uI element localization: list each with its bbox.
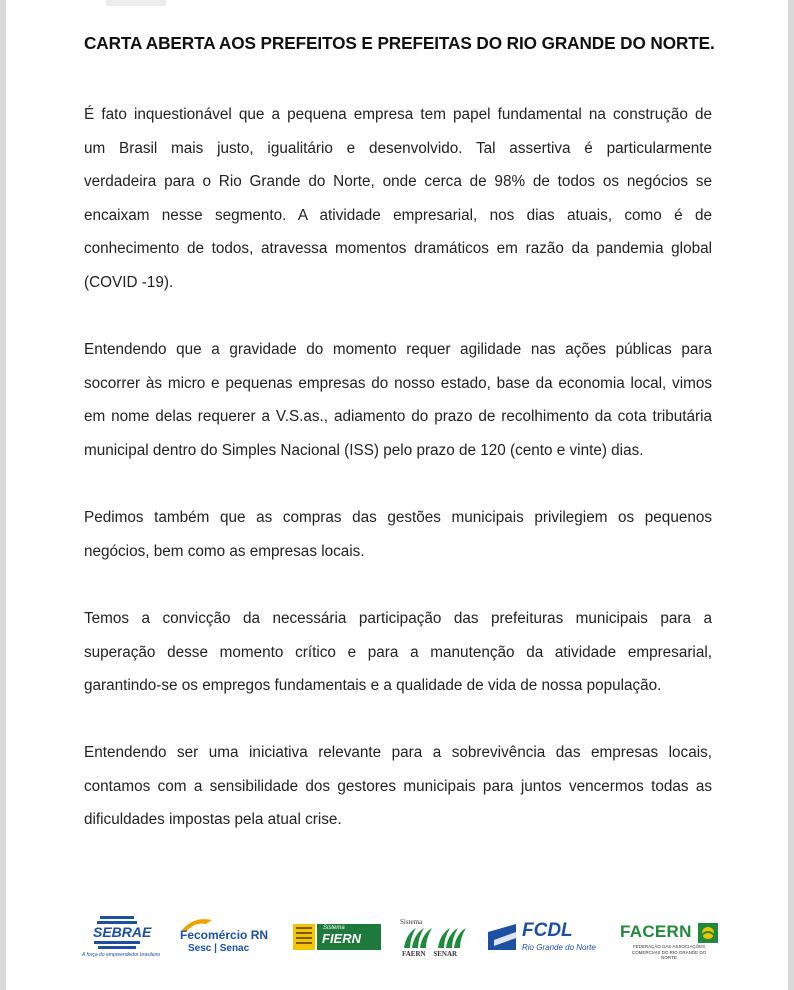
sebrae-logo <box>80 910 170 966</box>
letter-title: CARTA ABERTA AOS PREFEITOS E PREFEITAS DO RIO GRANDE DO NORTE. <box>84 33 715 53</box>
fiern-wordmark: FIERN <box>322 931 361 946</box>
text-line: Pedimos também que as compras das gestões municipais privilegiem os pequenos <box>84 509 712 527</box>
text-line: dificuldades impostas pela atual crise. <box>84 811 342 829</box>
text-line: É fato inquestionável que a pequena empresa tem papel fundamental na construção de <box>84 106 712 123</box>
text-line: em nome delas requerer a V.S.as., adiamento do prazo de recolhimento da cota tributária <box>84 408 712 426</box>
paragraph-4 <box>84 602 712 703</box>
text-line: municipal dentro do Simples Nacional (ISS) pelo prazo de 120 (cento e vinte) dias. <box>84 441 644 459</box>
text-line: garantindo-se os empregos fundamentais e a qualidade de vida de nossa população. <box>84 677 662 695</box>
fiern-logo <box>291 910 383 966</box>
facern-sub: FEDERAÇÃO DAS ASSOCIAÇÕES COMERCIAIS DO RIO GRANDE DO NORTE <box>631 944 707 960</box>
facern-wordmark: FACERN <box>620 922 692 941</box>
text-line: negócios, bem como as empresas locais. <box>84 542 365 560</box>
faern-senar-logo <box>394 910 474 966</box>
text-line: socorrer às micro e pequenas empresas do nosso estado, base da economia local, vimos <box>84 374 712 392</box>
sebrae-wordmark: SEBRAE <box>93 924 152 940</box>
text-line: verdadeira para o Rio Grande do Norte, onde cerca de 98% de todos os negócios se <box>84 173 712 191</box>
sponsor-logos <box>6 910 788 970</box>
letter-body <box>84 98 712 871</box>
fecomercio-wordmark: Fecomércio RN <box>180 928 269 942</box>
fcdl-sub: Rio Grande do Norte <box>522 943 596 952</box>
facern-emblem-icon <box>698 923 718 943</box>
text-line: superação desse momento crítico e para a manutenção da atividade empresarial, <box>84 643 712 661</box>
paragraph-5 <box>84 736 712 837</box>
fecomercio-sub: Sesc | Senac <box>188 943 250 954</box>
text-line: Entendendo que a gravidade do momento requer agilidade nas ações públicas para <box>84 341 712 359</box>
faern-names: FAERN SENAR <box>402 950 458 958</box>
text-line: (COVID -19). <box>84 273 174 291</box>
text-line: um Brasil mais justo, igualitário e desenvolvido. Tal assertiva é particularmente <box>84 139 712 157</box>
page-tab-edge <box>106 0 166 6</box>
text-line: Temos a convicção da necessária participação das prefeituras municipais para a <box>84 609 712 627</box>
facern-logo <box>614 910 724 966</box>
paragraph-2 <box>84 333 712 467</box>
paragraph-3 <box>84 501 712 568</box>
faern-prefix: Sistema <box>400 918 423 926</box>
letter-page <box>6 0 788 990</box>
fcdl-logo <box>484 910 614 966</box>
text-line: Entendendo ser uma iniciativa relevante para a sobrevivência das empresas locais, <box>84 744 712 762</box>
sebrae-tagline: A força do empreendedor brasileiro <box>82 952 161 958</box>
fecomercio-logo <box>176 910 286 966</box>
paragraph-1 <box>84 98 712 300</box>
fcdl-wordmark: FCDL <box>522 920 573 941</box>
fiern-prefix: Sistema <box>323 925 345 931</box>
text-line: conhecimento de todos, atravessa momentos dramáticos em razão da pandemia global <box>84 240 712 258</box>
text-line: encaixam nesse segmento. A atividade empresarial, nos dias atuais, como é de <box>84 206 712 224</box>
text-line: contamos com a sensibilidade dos gestores municipais para juntos vencermos todas as <box>84 777 712 795</box>
